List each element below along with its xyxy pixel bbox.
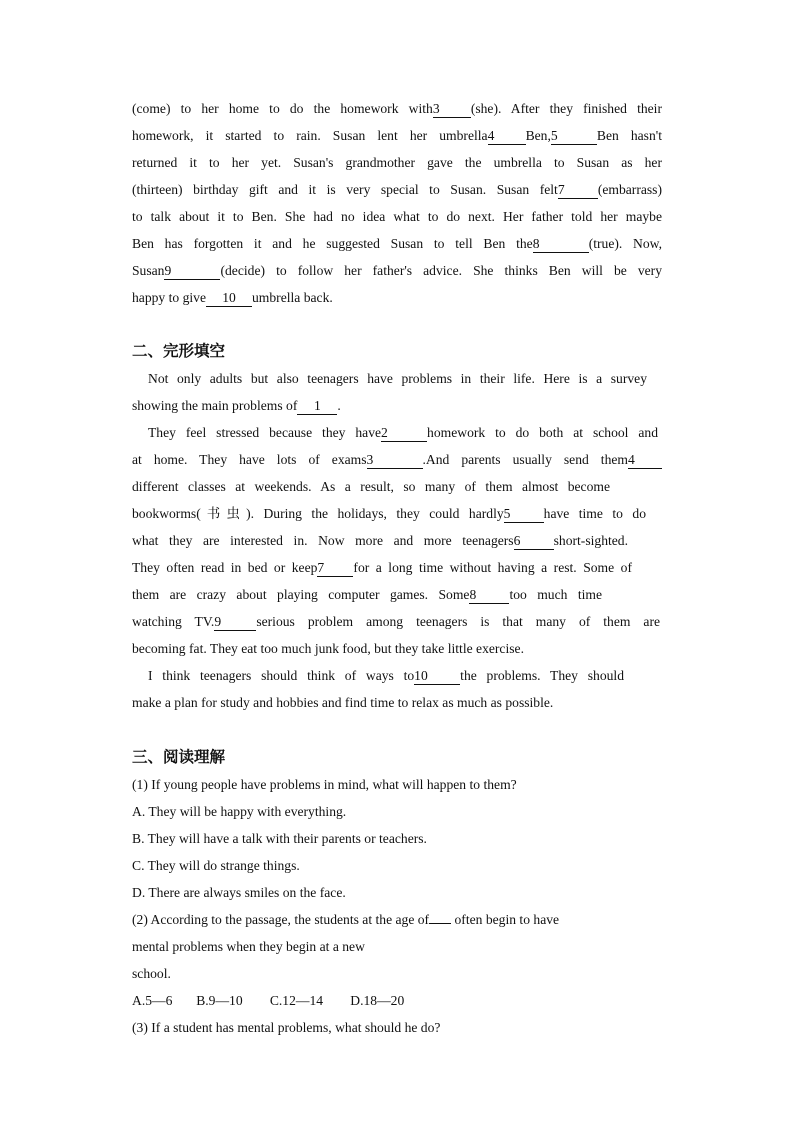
text-line: bookworms(书虫). During the holidays, they could hardly5 have time to do <box>132 506 646 521</box>
blank-2: 2 <box>381 424 427 442</box>
blank-7: 7 <box>317 559 353 577</box>
text-line: watching TV.9 serious problem among teenagers is that many of them are <box>132 614 660 629</box>
text-line: (thirteen) birthday gift and it is very special to Susan. Susan felt7 (embarrass) <box>132 182 662 197</box>
blank-9: 9 <box>164 262 220 280</box>
text-line: happy to give 10 umbrella back. <box>132 290 333 305</box>
section-heading-cloze: 二、完形填空 <box>132 342 226 360</box>
blank-8: 8 <box>533 235 589 253</box>
section-heading-reading: 三、阅读理解 <box>132 748 226 766</box>
option-c: C. They will do strange things. <box>132 858 300 873</box>
text-line: I think teenagers should think of ways to10 the problems. They should <box>148 668 624 683</box>
blank-5: 5 <box>504 505 544 523</box>
text-line: Susan9 (decide) to follow her father's advice. She thinks Ben will be very <box>132 263 662 278</box>
text-line: Not only adults but also teenagers have problems in their life. Here is a survey <box>148 371 647 386</box>
blank-answer <box>429 923 451 924</box>
text-line: They often read in bed or keep7 for a long time without having a rest. Some of <box>132 560 632 575</box>
option-a: A. They will be happy with everything. <box>132 804 347 819</box>
text-line: They feel stressed because they have2 homework to do both at school and <box>148 425 658 440</box>
blank-6: 6 <box>514 532 554 550</box>
blank-8: 8 <box>469 586 509 604</box>
text-line: showing the main problems of 1 . <box>132 398 341 413</box>
text-line: to talk about it to Ben. She had no idea what to do next. Her father told her maybe <box>132 209 662 224</box>
blank-3: 3 <box>367 451 423 469</box>
text-line: (come) to her home to do the homework with3 (she). After they finished their <box>132 101 662 116</box>
text-line: returned it to her yet. Susan's grandmother gave the umbrella to Susan as her <box>132 155 662 170</box>
blank-4: 4 <box>628 451 662 469</box>
blank-7: 7 <box>558 181 598 199</box>
text-line: at home. They have lots of exams3 .And parents usually send them4 <box>132 450 662 470</box>
text-line: make a plan for study and hobbies and find time to relax as much as possible. <box>132 695 554 710</box>
question-2: (2) According to the passage, the students at the age of often begin to have <box>132 912 560 927</box>
text-line: them are crazy about playing computer games. Some8 too much time <box>132 587 602 602</box>
blank-3: 3 <box>433 100 471 118</box>
question-3: (3) If a student has mental problems, what should he do? <box>132 1020 441 1035</box>
option-d: D. There are always smiles on the face. <box>132 885 346 900</box>
blank-9: 9 <box>214 613 256 631</box>
question-2-cont: school. <box>132 966 171 981</box>
text-line: becoming fat. They eat too much junk food, but they take little exercise. <box>132 641 524 656</box>
text-line: different classes at weekends. As a result, so many of them almost become <box>132 479 610 494</box>
text-line: Ben has forgotten it and he suggested Susan to tell Ben the8 (true). Now, <box>132 236 662 251</box>
blank-1: 1 <box>297 397 337 415</box>
blank-4: 4 <box>488 127 526 145</box>
question-1: (1) If young people have problems in mind, what will happen to them? <box>132 777 517 792</box>
blank-10: 10 <box>206 289 252 307</box>
blank-10: 10 <box>414 667 460 685</box>
question-2-options: A.5—6 B.9—10 C.12—14 D.18—20 <box>132 993 405 1008</box>
text-line: homework, it started to rain. Susan lent her umbrella4 Ben,5 Ben hasn't <box>132 128 662 143</box>
question-2-cont: mental problems when they begin at a new <box>132 939 365 954</box>
option-b: B. They will have a talk with their parents or teachers. <box>132 831 427 846</box>
text-line: what they are interested in. Now more and more teenagers6 short-sighted. <box>132 533 628 548</box>
blank-5: 5 <box>551 127 597 145</box>
